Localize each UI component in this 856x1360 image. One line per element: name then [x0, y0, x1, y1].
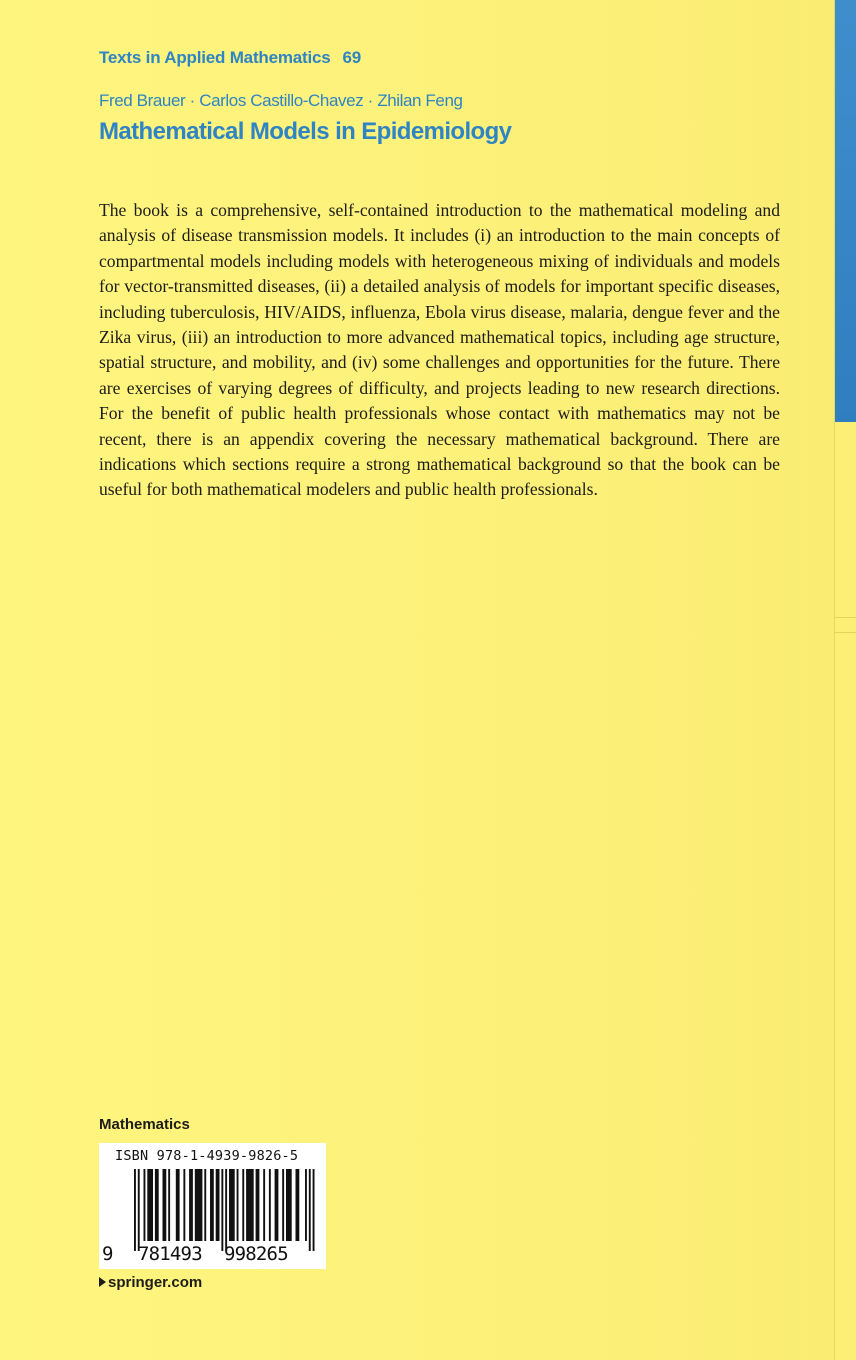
barcode-bar: [221, 1169, 223, 1251]
book-authors: Fred Brauer · Carlos Castillo-Chavez · Zhilan Feng: [99, 91, 463, 110]
book-description: The book is a comprehensive, self-contained introduction to the mathematical modeling and analysis of disease transmission models. It includes (i) an introduction to the main concepts of compartmental models including models with heterogeneous mixing of individuals and models for vector-transmitted diseases, (ii) a detailed analysis of models for important specific diseases, including tuberculosis, HIV/AIDS, influenza, Ebola virus disease, malaria, dengue fever and the Zika virus, (iii) an introduction to more advanced mathematical topics, including age structure, spatial structure, and mobility, and (iv) some challenges and opportunities for the future. There are exercises of varying degrees of difficulty, and projects leading to new research directions. For the benefit of public health professionals whose contact with mathematics may not be recent, there is an appendix covering the necessary mathematical background. There are indications which sections require a strong mathematical background so that the book can be useful for both mathematical modelers and public health professionals.: [99, 200, 780, 500]
springer-link[interactable]: [99, 1274, 202, 1291]
series-heading: [99, 48, 361, 68]
ean-right-digits: 998265: [224, 1243, 288, 1265]
barcode-bar: [296, 1169, 300, 1241]
series-volume: 69: [342, 48, 362, 67]
barcode-bar: [134, 1169, 136, 1251]
barcode-bar: [309, 1169, 311, 1251]
barcode-bar: [313, 1169, 315, 1251]
barcode-bar: [269, 1169, 271, 1241]
book-title: Mathematical Models in Epidemiology: [99, 118, 512, 145]
barcode-bar: [183, 1169, 185, 1241]
ean-left-digits: 781493: [138, 1243, 202, 1265]
barcode-bar: [147, 1169, 153, 1241]
barcode-bar: [275, 1169, 279, 1241]
series-name: Texts in Applied Mathematics: [99, 48, 331, 67]
barcode-bar: [189, 1169, 193, 1241]
barcode-bar: [163, 1169, 167, 1241]
subject-category: Mathematics: [99, 1116, 190, 1133]
ean-first-digit: 9: [102, 1243, 114, 1265]
barcode-bar: [305, 1169, 307, 1241]
spine-divider: [835, 617, 856, 618]
isbn-label: ISBN 978-1-4939-9826-5: [115, 1148, 299, 1164]
barcode-bar: [168, 1169, 170, 1241]
barcode-bar: [195, 1169, 203, 1241]
barcode-bar: [144, 1169, 146, 1241]
barcode-bar: [225, 1169, 227, 1251]
barcode-bar: [286, 1169, 292, 1241]
barcode-bar: [210, 1169, 214, 1241]
barcode-bars: [99, 1143, 326, 1269]
arrow-right-icon: [99, 1277, 106, 1287]
barcode-bar: [263, 1169, 265, 1241]
barcode-bar: [242, 1169, 244, 1241]
barcode-bar: [282, 1169, 284, 1241]
barcode-bar: [204, 1169, 206, 1241]
spine-divider: [835, 632, 856, 633]
springer-link-text: springer.com: [108, 1274, 203, 1291]
barcode-bar: [237, 1169, 239, 1241]
barcode-bar: [138, 1169, 140, 1251]
barcode-bar: [176, 1169, 180, 1241]
barcode-bar: [256, 1169, 260, 1241]
barcode-bar: [229, 1169, 235, 1241]
barcode-bar: [216, 1169, 220, 1241]
barcode-bar: [155, 1169, 159, 1241]
spine-blue-band: [835, 0, 856, 422]
isbn-barcode: [99, 1143, 326, 1269]
barcode-bar: [246, 1169, 254, 1241]
